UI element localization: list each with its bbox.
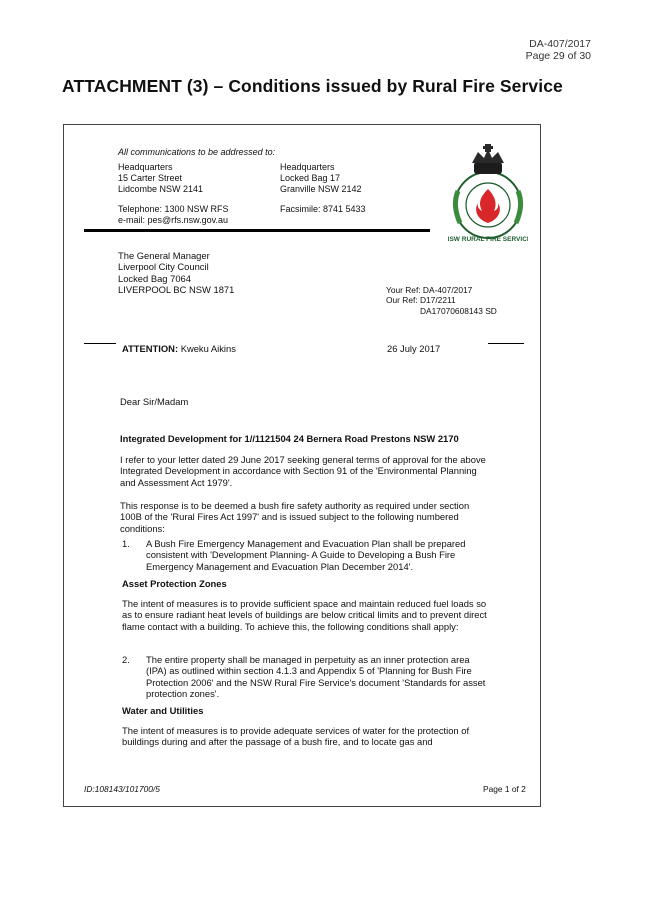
paragraph-apz: The intent of measures is to provide sufficient space and maintain reduced fuel loads so as to ensure radiant heat levels of buildings are below critical limits and to prevent direct flame contact with a building. To achieve this, the following conditions shall apply: xyxy=(122,598,487,632)
rfs-logo xyxy=(448,143,528,243)
recipient-line: Liverpool City Council xyxy=(118,261,209,273)
page-number: Page 29 of 30 xyxy=(525,50,591,62)
recipient-line: LIVERPOOL BC NSW 1871 xyxy=(118,284,235,296)
condition-2-number: 2. xyxy=(122,654,130,665)
our-ref-2: DA17070608143 SD xyxy=(420,305,497,316)
recipient-line: The General Manager xyxy=(118,250,210,261)
address-right-line: Headquarters xyxy=(280,162,335,172)
attention-rule-left xyxy=(84,343,116,344)
da-number: DA-407/2017 xyxy=(529,38,591,50)
footer-id: ID:108143/101700/5 xyxy=(84,784,160,794)
attachment-title: ATTACHMENT (3) – Conditions issued by Rural Fire Service xyxy=(62,76,563,96)
footer-page: Page 1 of 2 xyxy=(483,784,526,794)
address-left-line: 15 Carter Street xyxy=(118,173,183,183)
facsimile: Facsimile: 8741 5433 xyxy=(280,204,366,214)
attention-rule-right xyxy=(488,343,524,344)
telephone: Telephone: 1300 NSW RFS xyxy=(118,204,229,214)
letterhead-rule xyxy=(84,229,430,232)
address-left xyxy=(118,162,203,195)
paragraph-1: I refer to your letter dated 29 June 2017 seeking general terms of approval for the above Integrated Development in accordance with Section 91 of the 'Environmental Planning and Assessment Act 1979'. xyxy=(120,454,486,488)
logo-text: NSW RURAL FIRE SERVICE xyxy=(448,236,528,243)
your-ref: Your Ref: DA-407/2017 xyxy=(386,285,473,295)
address-right-line: Granville NSW 2142 xyxy=(280,184,362,194)
recipient-block xyxy=(118,250,234,296)
heading-asset-protection-zones: Asset Protection Zones xyxy=(122,578,227,589)
contact-left xyxy=(118,204,229,226)
email: e-mail: pes@rfs.nsw.gov.au xyxy=(118,215,229,225)
condition-1: A Bush Fire Emergency Management and Evacuation Plan shall be prepared consistent with 'Development Planning- A Guide to Developing a Bush Fire Emergency Management and Evacuation Plan December 2014'. xyxy=(146,538,466,572)
letter-image-frame xyxy=(63,124,541,807)
recipient-line: Locked Bag 7064 xyxy=(118,272,191,284)
letter-date: 26 July 2017 xyxy=(387,343,441,354)
attention-label: ATTENTION: xyxy=(122,343,179,354)
condition-2: The entire property shall be managed in perpetuity as an inner protection area (IPA) as outlined within section 4.1.3 and Appendix 5 of 'Planning for Bush Fire Protection 2006' and the NSW Rural Fire Service's document 'Standards for asset protection zones'. xyxy=(146,654,486,700)
address-note: All communications to be addressed to: xyxy=(118,147,276,157)
rfs-crest-icon xyxy=(448,143,528,243)
attention-line xyxy=(122,343,236,354)
paragraph-2: This response is to be deemed a bush fire safety authority as required under section 100B of the 'Rural Fires Act 1997' and is issued subject to the following numbered conditions: xyxy=(120,500,470,534)
address-left-line: Lidcombe NSW 2141 xyxy=(118,184,204,194)
salutation: Dear Sir/Madam xyxy=(120,396,189,407)
paragraph-water: The intent of measures is to provide adequate services of water for the protection of buildings during and after the passage of a bush fire, and to locate gas and xyxy=(122,725,470,748)
subject-line: Integrated Development for 1//1121504 24 Bernera Road Prestons NSW 2170 xyxy=(120,433,459,444)
address-right-line: Locked Bag 17 xyxy=(280,173,341,183)
condition-1-number: 1. xyxy=(122,538,130,549)
address-right xyxy=(280,162,362,195)
heading-water-utilities: Water and Utilities xyxy=(122,705,204,716)
address-left-line: Headquarters xyxy=(118,162,173,172)
page-reference xyxy=(526,38,591,62)
our-ref: Our Ref: D17/2211 xyxy=(386,295,456,306)
attention-name: Kweku Aikins xyxy=(180,343,236,354)
reference-block xyxy=(386,285,497,316)
